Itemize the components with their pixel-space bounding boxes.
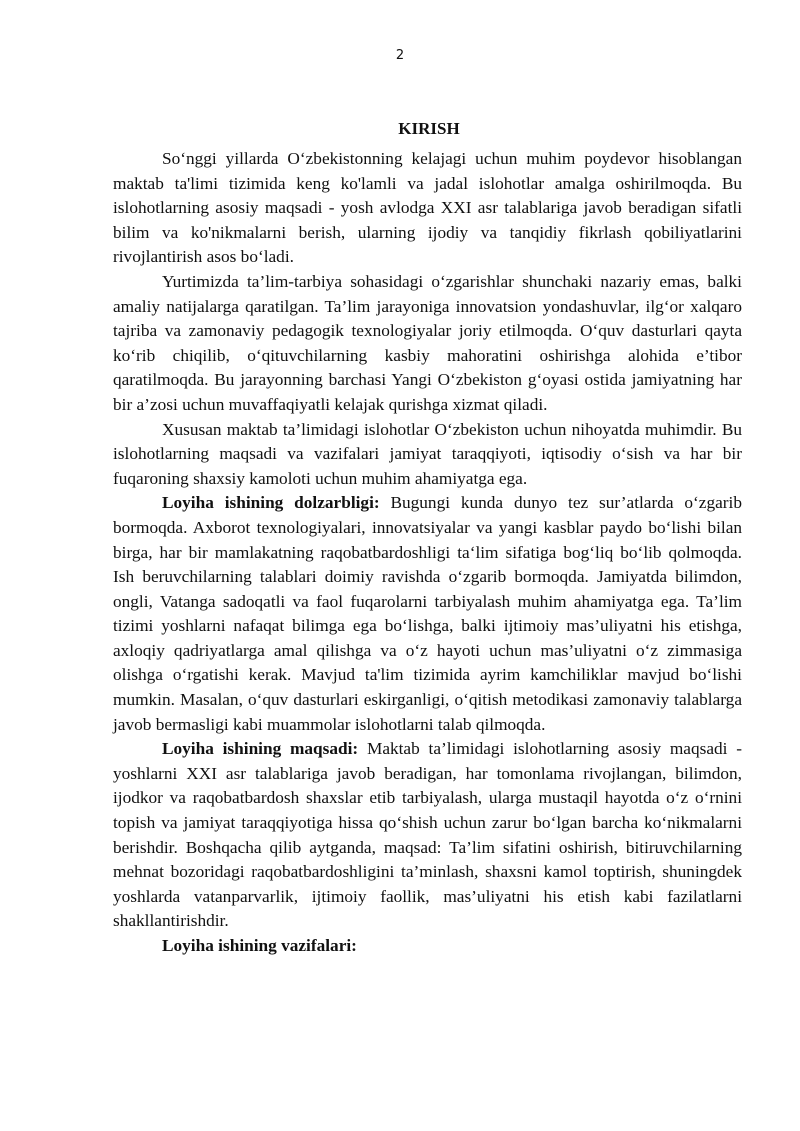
section-title: KIRISH (398, 119, 460, 138)
paragraph-tasks (113, 934, 742, 959)
paragraph-text: Maktab ta’limidagi islohotlarning asosiy maqsadi - yoshlarni XXI asr talablariga javob beradigan, har tomonlama rivojlangan, bilimdon, ijodkor va raqobatbardosh shaxslar etib tarbiyalash, ularga mustaqil hayotda o‘z o‘rnini topish va jamiyat taraqqiyotiga hissa qo‘shish uchun zarur bo‘lgan barcha ko‘nikmalarni berishdir. Boshqacha qilib aytganda, maqsad: Ta’lim sifatini oshirish, bitiruvchilarning mehnat bozoridagi raqobatbardoshligini ta’minlash, shaxsni kamol toptirish, shuningdek yoshlarda vatanparvarlik, ijtimoiy faollik, mas’uliyatni his etish kabi fazilatlarni shakllantirishdir. (113, 739, 742, 931)
paragraph-text: Xususan maktab ta’limidagi islohotlar O‘zbekiston uchun nihoyatda muhimdir. Bu islohotlarning maqsadi va vazifalari jamiyat taraqqiyoti, iqtisodiy o‘sish va har bir fuqaroning shaxsiy kamoloti uchun muhim ahamiyatga ega. (113, 419, 742, 488)
page-number: 2 (395, 48, 405, 63)
paragraph-goal (113, 737, 742, 934)
paragraph-text: Yurtimizda ta’lim-tarbiya sohasidagi o‘zgarishlar shunchaki nazariy emas, balki amaliy natijalarga qaratilgan. Ta’lim jarayoniga innovatsion yondashuvlar, ilg‘or xalqaro tajriba va zamonaviy pedagogik texnologiyalar joriy etilmoqda. O‘quv dasturlari qayta ko‘rib chiqilib, o‘qituvchilarning kasbiy mahoratini oshirishga alohida e’tibor qaratilmoqda. Bu jarayonning barchasi Yangi O‘zbekiston g‘oyasi ostida jamiyatning har bir a’zosi uchun muvaffaqiyatli kelajak qurishga xizmat qiladi. (113, 271, 742, 414)
paragraph-heading: Loyiha ishining dolzarbligi: (162, 493, 380, 513)
paragraph-reforms (113, 270, 742, 418)
paragraph-intro (113, 147, 742, 270)
paragraph-relevance (113, 491, 742, 737)
paragraph-text: So‘nggi yillarda O‘zbekistonning kelajagi uchun muhim poydevor hisoblangan maktab ta'limi tizimida keng ko'lamli va jadal islohotlar amalga oshirilmoqda. Bu islohotlarning asosiy maqsadi - yosh avlodga XXI asr talablariga javob beradigan sifatli bilim va ko'nikmalarni berish, ularning ijodiy va tanqidiy fikrlash qobiliyatlarini rivojlantirish asos bo‘ladi. (113, 149, 742, 267)
paragraph-text: Bugungi kunda dunyo tez sur’atlarda o‘zgarib bormoqda. Axborot texnologiyalari, innovatsiyalar va yangi kasblar paydo bo‘lishi bilan birga, har bir mamlakatning raqobatbardoshligi ta‘lim sifatiga bog‘liq bo‘lib qolmoqda. Ish beruvchilarning talablari doimiy ravishda o‘zgarib bormoqda. Jamiyatda bilimdon, ongli, Vatanga sadoqatli va faol fuqarolarni tarbiyalash muhim ahamiyatga ega. Ta’lim tizimi yoshlarni nafaqat bilimga ega bo‘lishga, balki ijtimoiy mas’uliyatni his etishga, axloqiy qadriyatlarga amal qilishga va o‘z hayoti uchun mas’uliyatni o‘z zimmasiga olishga o‘rgatishi kerak. Mavjud ta'lim tizimida ayrim kamchiliklar mavjud bo‘lishi mumkin. Masalan, o‘quv dasturlari eskirganligi, o‘qitish metodikasi zamonaviy talablarga javob bermasligi kabi muammolar islohotlarni talab qilmoqda. (113, 493, 742, 734)
paragraph-heading: Loyiha ishining maqsadi: (162, 739, 359, 759)
paragraph-school-reforms (113, 418, 742, 492)
body-text (113, 147, 742, 959)
paragraph-heading: Loyiha ishining vazifalari: (162, 936, 357, 955)
